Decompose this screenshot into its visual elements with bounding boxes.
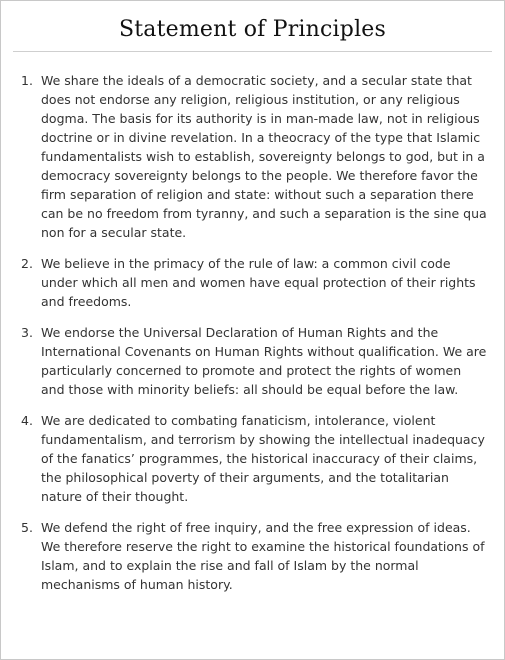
principle-item-4 [1,411,504,506]
principle-item-1 [1,71,504,242]
title-area [1,1,504,65]
principle-number: 4. [21,413,33,428]
page-title: Statement of Principles [118,17,387,42]
principle-text: We defend the right of free inquiry, and the free expression of ideas. We therefore reserve the right to examine the historical foundations of Islam, and to explain the rise and fall of Islam by the normal mechanisms of human history. [41,520,485,592]
principle-number: 1. [21,73,33,88]
principle-item-5 [1,518,504,594]
title-divider [13,51,492,52]
principle-item-2 [1,254,504,311]
principle-number: 3. [21,325,33,340]
principle-text: We are dedicated to combating fanaticism, intolerance, violent fundamentalism, and terrorism by showing the intellectual inadequacy of the fanatics’ programmes, the historical inaccuracy of their claims, the philosophical poverty of their arguments, and the totalitarian nature of their thought. [41,413,485,504]
principle-text: We share the ideals of a democratic society, and a secular state that does not endorse any religion, religious institution, or any religious dogma. The basis for its authority is in man-made law, not in religious doctrine or in divine revelation. In a theocracy of the type that Islamic fundamentalists wish to establish, sovereignty belongs to god, but in a democracy sovereignty belongs to the people. We therefore favor the firm separation of religion and state: without such a separation there can be no freedom from tyranny, and such a separation is the sine qua non for a secular state. [41,73,487,240]
principle-number: 2. [21,256,33,271]
principle-text: We endorse the Universal Declaration of Human Rights and the International Covenants on Human Rights without qualification. We are particularly concerned to promote and protect the rights of women and those with minority beliefs: all should be equal before the law. [41,325,487,397]
principles-list [1,71,504,606]
principle-number: 5. [21,520,33,535]
principle-item-3 [1,323,504,399]
principle-text: We believe in the primacy of the rule of law: a common civil code under which all men and women have equal protection of their rights and freedoms. [41,256,476,309]
